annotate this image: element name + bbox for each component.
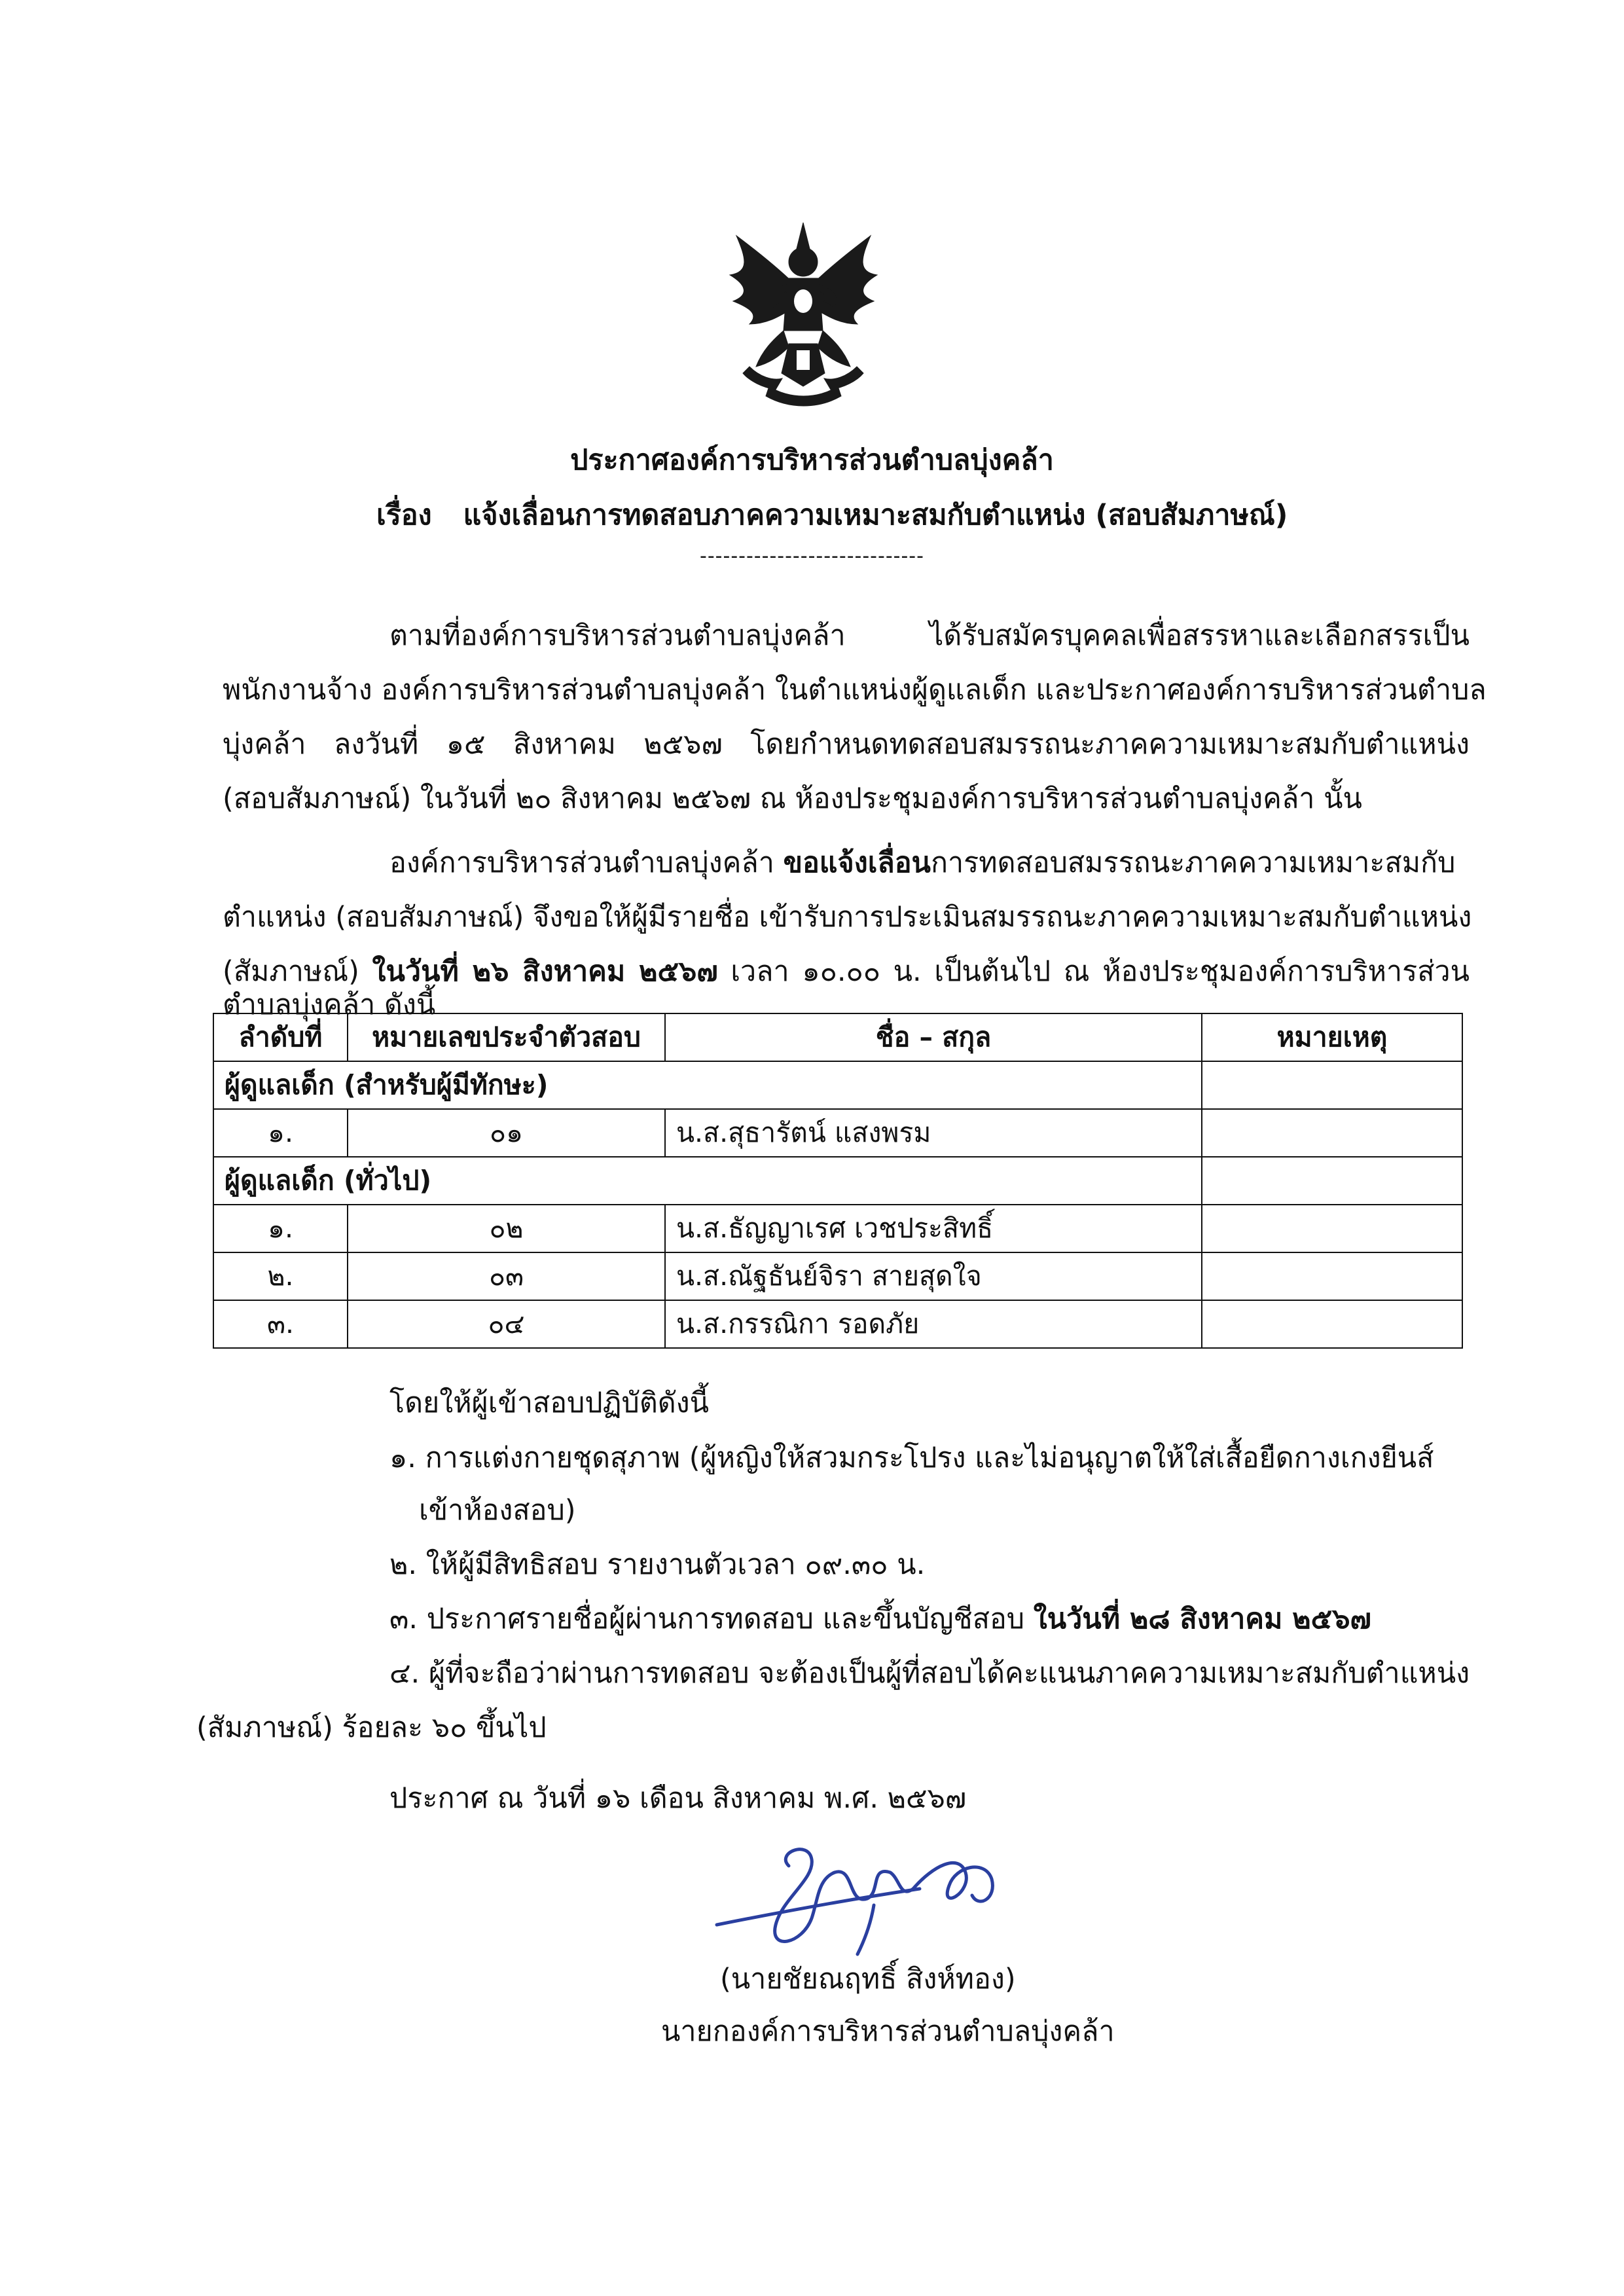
candidates-table <box>213 1013 1463 1349</box>
row-remarks <box>1202 1252 1462 1300</box>
subject-line <box>376 492 1288 537</box>
instruction-4: ๔. ผู้ที่จะถือว่าผ่านการทดสอบ จะต้องเป็นผู้ที่สอบได้คะแนนภาคความเหมาะสมกับตำแหน่ง <box>389 1657 1470 1690</box>
paragraph1-line3: บุ่งคล้า ลงวันที่ ๑๕ สิงหาคม ๒๕๖๗ โดยกำหนดทดสอบสมรรถนะภาคความเหมาะสมกับตำแหน่ง <box>223 728 1470 761</box>
group-note <box>1202 1157 1462 1205</box>
subject-text: แจ้งเลื่อนการทดสอบภาคความเหมาะสมกับตำแหน่ง (สอบสัมภาษณ์) <box>463 499 1288 532</box>
new-exam-date: ในวันที่ ๒๖ สิงหาคม ๒๕๖๗ <box>372 955 718 988</box>
instruction-1: ๑. การแต่งกายชุดสุภาพ (ผู้หญิงให้สวมกระโปรง และไม่อนุญาตให้ใส่เสื้อยืดกางเกงยีนส์ <box>389 1442 1434 1474</box>
announce-date: ประกาศ ณ วันที่ ๑๖ เดือน สิงหาคม พ.ศ. ๒๕๖๗ <box>389 1782 967 1815</box>
paragraph2-line1-c: การทดสอบสมรรถนะภาคความเหมาะสมกับ <box>930 847 1456 879</box>
header-remarks: หมายเหตุ <box>1202 1013 1462 1061</box>
subject-label: เรื่อง <box>376 499 432 532</box>
paragraph1-line2: พนักงานจ้าง องค์การบริหารส่วนตำบลบุ่งคล้า ในตำแหน่งผู้ดูแลเด็ก และประกาศองค์การบริหารส่วนตำบล <box>223 674 1487 706</box>
instruction-3-text: ๓. ประกาศรายชื่อผู้ผ่านการทดสอบ และขึ้นบัญชีสอบ <box>389 1603 1034 1635</box>
row-full-name: น.ส.สุธารัตน์ แสงพรม <box>665 1109 1202 1157</box>
table-header-row <box>213 1013 1462 1061</box>
paragraph1-line1: ตามที่องค์การบริหารส่วนตำบลบุ่งคล้า ได้รับสมัครบุคคลเพื่อสรรหาและเลือกสรรเป็น <box>389 619 1470 652</box>
row-remarks <box>1202 1300 1462 1348</box>
announcement-title: ประกาศองค์การบริหารส่วนตำบลบุ่งคล้า <box>570 444 1054 477</box>
table-row <box>213 1109 1462 1157</box>
signatory-position: นายกองค์การบริหารส่วนตำบลบุ่งคล้า <box>661 2015 1115 2048</box>
table-group-row <box>213 1061 1462 1109</box>
row-remarks <box>1202 1109 1462 1157</box>
paragraph1-line4: (สอบสัมภาษณ์) ในวันที่ ๒๐ สิงหาคม ๒๕๖๗ ณ ห้องประชุมองค์การบริหารส่วนตำบลบุ่งคล้า นั้น <box>223 782 1362 815</box>
row-order: ๓. <box>213 1300 348 1348</box>
instruction-2: ๒. ให้ผู้มีสิทธิสอบ รายงานตัวเวลา ๐๙.๓๐ น. <box>389 1548 926 1581</box>
signatory-name: (นายชัยณฤทธิ์ สิงห์ทอง) <box>720 1963 1016 1995</box>
paragraph2-line3-c: เวลา ๑๐.๐๐ น. เป็นต้นไป ณ ห้องประชุมองค์การบริหารส่วน <box>717 955 1470 988</box>
row-full-name: น.ส.ธัญญาเรศ เวชประสิทธิ์ <box>665 1205 1202 1252</box>
row-exam-id: ๐๒ <box>348 1205 665 1252</box>
paragraph2-line1 <box>389 840 1456 884</box>
row-order: ๑. <box>213 1205 348 1252</box>
table-group-row <box>213 1157 1462 1205</box>
paragraph2-line1-a: องค์การบริหารส่วนตำบลบุ่งคล้า <box>389 847 784 879</box>
group-name-skilled: ผู้ดูแลเด็ก (สำหรับผู้มีทักษะ) <box>213 1061 1202 1109</box>
header-order: ลำดับที่ <box>213 1013 348 1061</box>
group-name-general: ผู้ดูแลเด็ก (ทั่วไป) <box>213 1157 1202 1205</box>
header-exam-id: หมายเลขประจำตัวสอบ <box>348 1013 665 1061</box>
signature <box>704 1827 1044 1971</box>
garuda-emblem <box>710 210 897 412</box>
row-order: ๒. <box>213 1252 348 1300</box>
row-full-name: น.ส.กรรณิกา รอดภัย <box>665 1300 1202 1348</box>
title-divider: ----------------------------- <box>700 545 924 568</box>
group-note <box>1202 1061 1462 1109</box>
paragraph2-line2: ตำแหน่ง (สอบสัมภาษณ์) จึงขอให้ผู้มีรายชื่อ เข้ารับการประเมินสมรรถนะภาคความเหมาะสมกับตำแหน่ง <box>223 901 1472 934</box>
paragraph2-line4: ตำบลบุ่งคล้า ดังนี้ <box>223 989 436 1021</box>
result-announce-date: ในวันที่ ๒๘ สิงหาคม ๒๕๖๗ <box>1033 1603 1371 1635</box>
row-exam-id: ๐๔ <box>348 1300 665 1348</box>
instruction-4-continued: (สัมภาษณ์) ร้อยละ ๖๐ ขึ้นไป <box>196 1711 547 1744</box>
paragraph2-line3-a: (สัมภาษณ์) <box>223 955 372 988</box>
table-row <box>213 1300 1462 1348</box>
table-row <box>213 1252 1462 1300</box>
row-order: ๑. <box>213 1109 348 1157</box>
instruction-3 <box>389 1596 1371 1641</box>
instruction-1-continued: เข้าห้องสอบ) <box>419 1494 576 1527</box>
row-exam-id: ๐๑ <box>348 1109 665 1157</box>
header-full-name: ชื่อ – สกุล <box>665 1013 1202 1061</box>
postpone-notice: ขอแจ้งเลื่อน <box>783 847 931 879</box>
instructions-intro: โดยให้ผู้เข้าสอบปฏิบัติดังนี้ <box>389 1387 710 1419</box>
row-full-name: น.ส.ณัฐธันย์จิรา สายสุดใจ <box>665 1252 1202 1300</box>
table-row <box>213 1205 1462 1252</box>
row-exam-id: ๐๓ <box>348 1252 665 1300</box>
row-remarks <box>1202 1205 1462 1252</box>
